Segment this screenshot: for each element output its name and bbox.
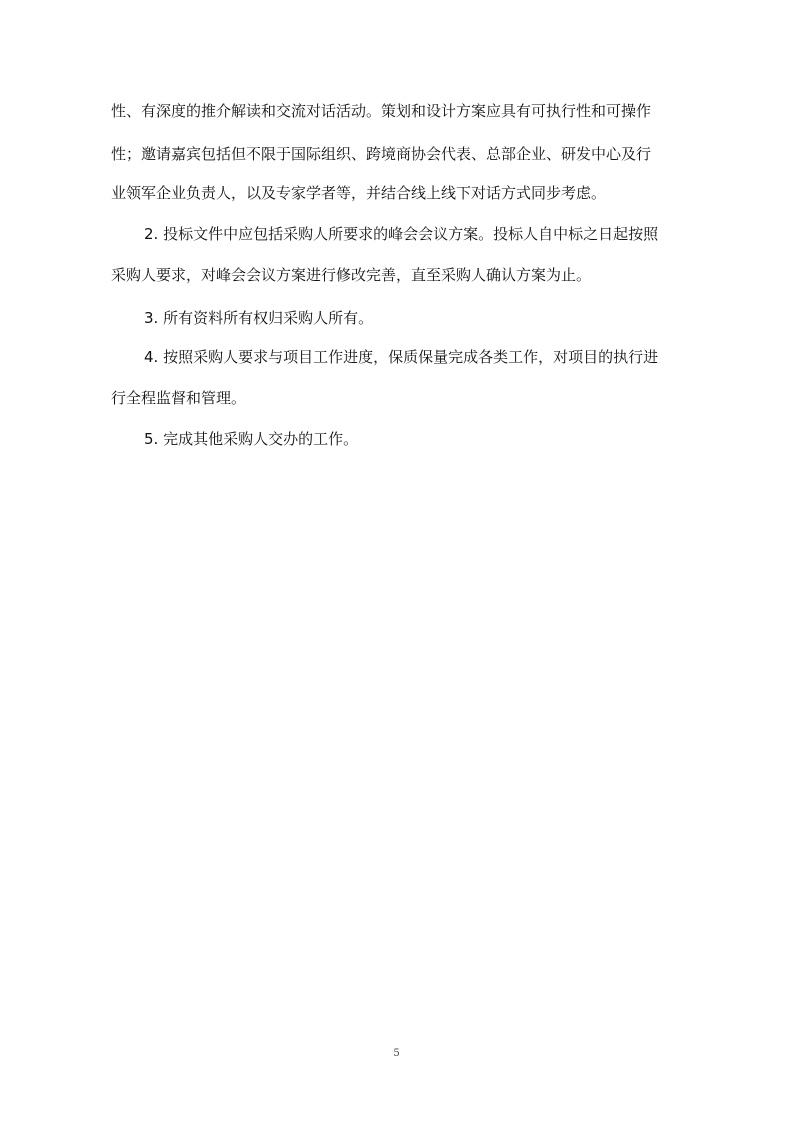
page-number: 5 <box>393 1048 400 1059</box>
list-item-5-line: 5. 完成其他采购人交办的工作。 <box>144 430 359 448</box>
list-item-4-line: 4. 按照采购人要求与项目工作进度，保质保量完成各类工作，对项目的执行进 <box>144 348 659 366</box>
paragraph-line: 性；邀请嘉宾包括但不限于国际组织、跨境商协会代表、总部企业、研发中心及行 <box>111 145 652 163</box>
list-item-2-line: 2. 投标文件中应包括采购人所要求的峰会会议方案。投标人自中标之日起按照 <box>144 225 659 243</box>
list-item-2-continuation: 采购人要求，对峰会会议方案进行修改完善，直至采购人确认方案为止。 <box>111 266 592 284</box>
paragraph-line: 性、有深度的推介解读和交流对话活动。策划和设计方案应具有可执行性和可操作 <box>111 102 652 120</box>
list-item-3-line: 3. 所有资料所有权归采购人所有。 <box>144 309 374 327</box>
list-item-4-continuation: 行全程监督和管理。 <box>111 389 247 407</box>
paragraph-line: 业领军企业负责人，以及专家学者等，并结合线上线下对话方式同步考虑。 <box>111 184 607 202</box>
